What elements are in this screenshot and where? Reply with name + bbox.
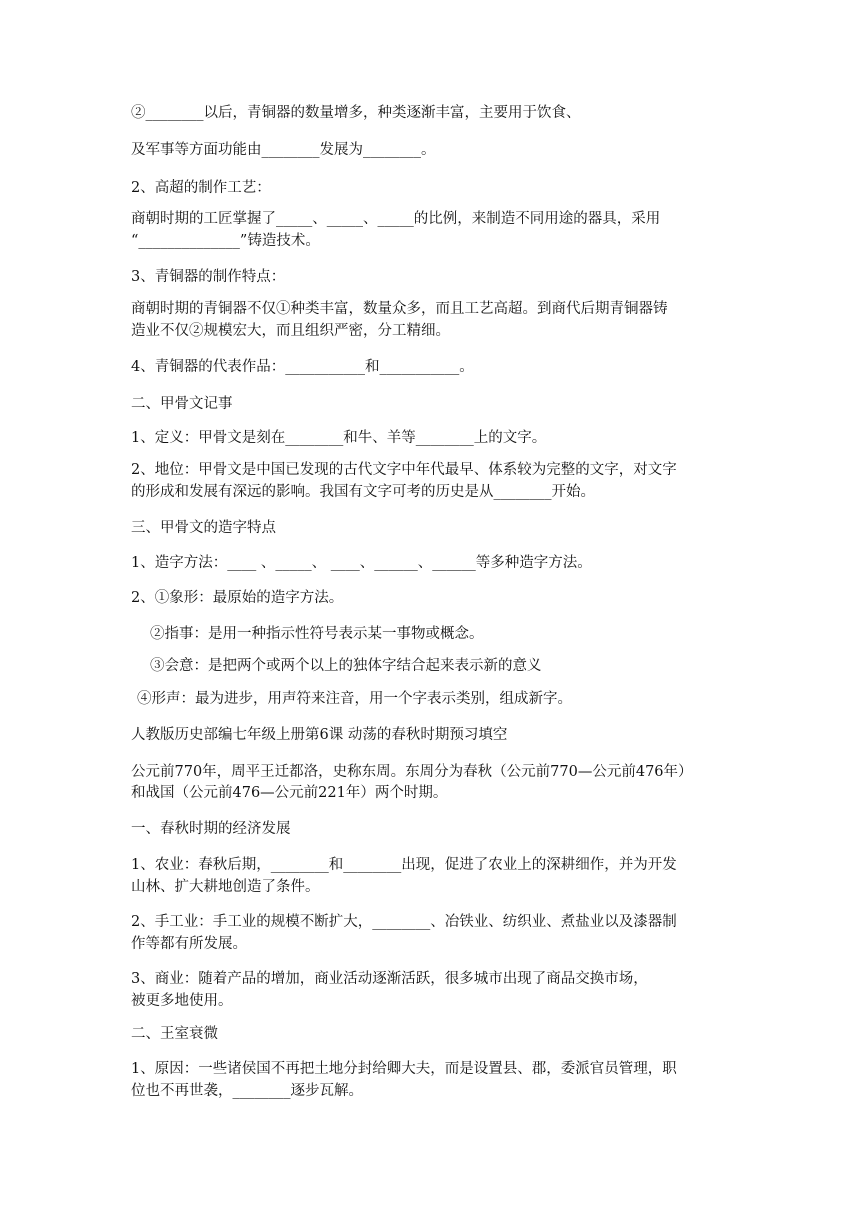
- section-heading: 二、甲骨文记事: [131, 396, 233, 412]
- text-line: ③会意：是把两个或两个以上的独体字结合起来表示新的意义: [150, 658, 542, 674]
- section-heading: 一、春秋时期的经济发展: [131, 821, 291, 837]
- section-heading: 3、青铜器的制作特点：: [131, 269, 286, 285]
- section-heading: 三、甲骨文的造字特点: [131, 520, 276, 536]
- text-line: 山林、扩大耕地创造了条件。: [131, 879, 320, 895]
- text-line: 和战国（公元前476—公元前221年）两个时期。: [131, 785, 448, 801]
- text-line: 造业不仅②规模宏大，而且组织严密，分工精细。: [131, 323, 450, 339]
- text-line: 作等都有所发展。: [131, 936, 247, 952]
- section-heading: 二、王室衰微: [131, 1026, 218, 1042]
- text-line: 位也不再世袭，________逐步瓦解。: [131, 1083, 363, 1099]
- text-line: ④形声：最为进步，用声符来注音，用一个字表示类别，组成新字。: [137, 691, 572, 707]
- text-line: ②指事：是用一种指示性符号表示某一事物或概念。: [150, 626, 484, 642]
- text-line: 商朝时期的青铜器不仅①种类丰富，数量众多，而且工艺高超。到商代后期青铜器铸: [131, 301, 668, 317]
- text-line: 2、①象形：最原始的造字方法。: [131, 590, 344, 606]
- text-line: “______________”铸造技术。: [131, 233, 320, 249]
- text-line: 的形成和发展有深远的影响。我国有文字可考的历史是从________开始。: [131, 484, 595, 500]
- text-line: 1、原因：一些诸侯国不再把土地分封给卿大夫，而是设置县、郡，委派官员管理，职: [131, 1061, 677, 1077]
- text-line: 2、地位：甲骨文是中国已发现的古代文字中年代最早、体系较为完整的文字，对文字: [131, 462, 677, 478]
- section-heading: 2、高超的制作工艺：: [131, 180, 271, 196]
- text-line: 1、造字方法：____ 、_____、 ____、______、______等多种造字方法。: [131, 555, 592, 571]
- section-heading: 4、青铜器的代表作品：___________和___________。: [131, 359, 474, 375]
- text-line: 1、农业：春秋后期，________和________出现，促进了农业上的深耕细作，并为开发: [131, 857, 677, 873]
- text-line: 公元前770年，周平王迁都洛，史称东周。东周分为春秋（公元前770—公元前476年）: [131, 764, 693, 780]
- text-line: 及军事等方面功能由________发展为________。: [131, 142, 436, 158]
- text-line: 被更多地使用。: [131, 993, 233, 1009]
- text-line: 1、定义：甲骨文是刻在________和牛、羊等________上的文字。: [131, 430, 547, 446]
- text-line: 3、商业：随着产品的增加，商业活动逐渐活跃，很多城市出现了商品交换市场，: [131, 971, 648, 987]
- lesson-title: 人教版历史部编七年级上册第6课 动荡的春秋时期预习填空: [131, 727, 508, 743]
- text-line: ②________以后，青铜器的数量增多，种类逐渐丰富，主要用于饮食、: [131, 105, 581, 121]
- text-line: 商朝时期的工匠掌握了_____、_____、_____的比例，来制造不同用途的器具，采用: [131, 211, 661, 227]
- text-line: 2、手工业：手工业的规模不断扩大，________、冶铁业、纺织业、煮盐业以及漆器制: [131, 914, 677, 930]
